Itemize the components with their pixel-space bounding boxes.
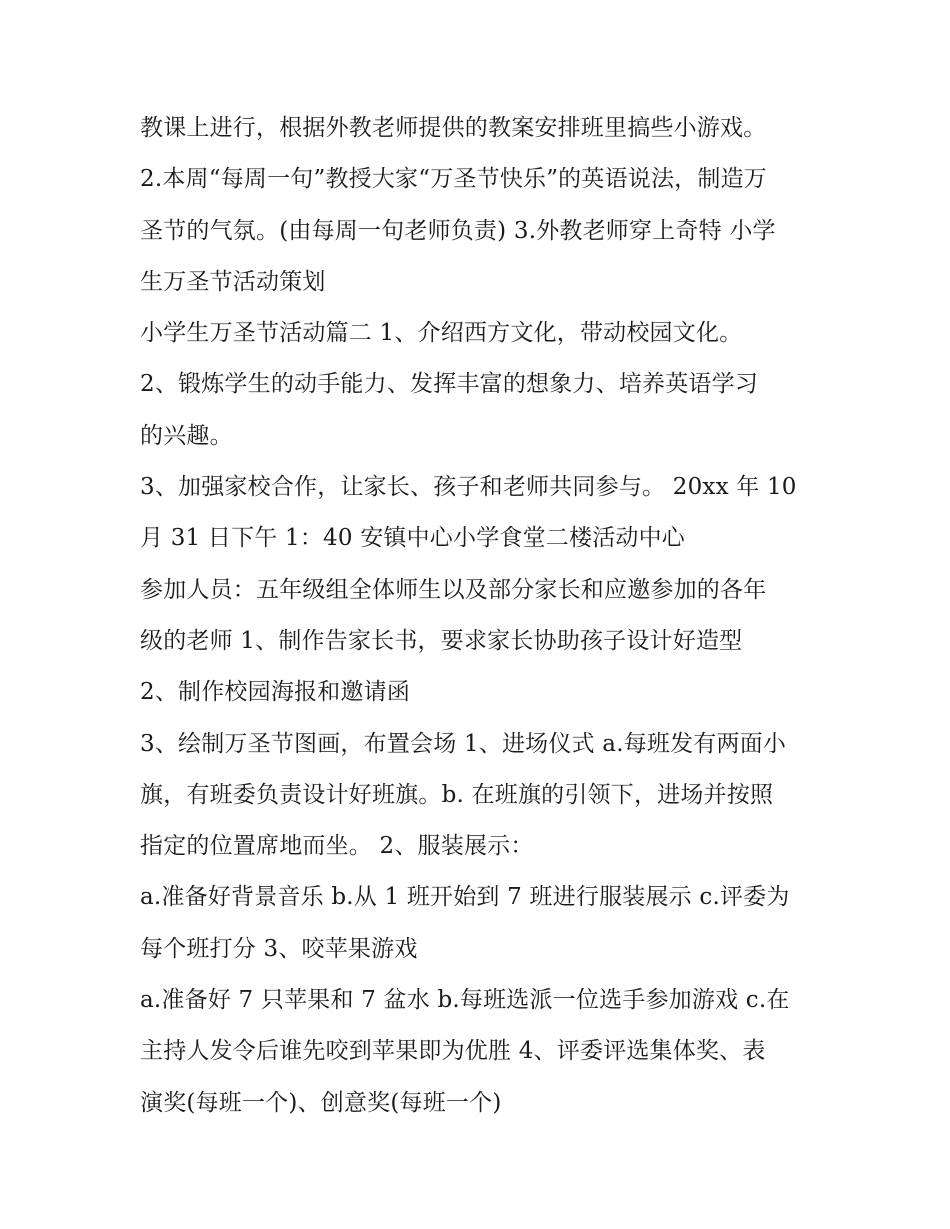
text-line: 小学生万圣节活动篇二 1、介绍西方文化，带动校园文化。 (140, 320, 743, 347)
text-line: 级的老师 1、制作告家长书，要求家长协助孩子设计好造型 (140, 627, 743, 654)
text-line: 参加人员：五年级组全体师生以及部分家长和应邀参加的各年 (140, 576, 767, 603)
text-line: 主持人发令后谁先咬到苹果即为优胜 4、评委评选集体奖、表 (140, 1038, 766, 1065)
text-line: 月 31 日下午 1：40 安镇中心小学食堂二楼活动中心 (140, 525, 686, 552)
text-line: 2.本周“每周一句”教授大家“万圣节快乐”的英语说法，制造万 (140, 166, 767, 193)
text-line: 2、制作校园海报和邀请函 (140, 679, 411, 706)
text-line: 每个班打分 3、咬苹果游戏 (140, 935, 418, 962)
text-line: 2、锻炼学生的动手能力、发挥丰富的想象力、培养英语学习 (140, 371, 759, 398)
text-line: a.准备好 7 只苹果和 7 盆水 b.每班选派一位选手参加游戏 c.在 (140, 987, 790, 1014)
text-line: 生万圣节活动策划 (140, 268, 326, 295)
text-line: 教课上进行，根据外教老师提供的教案安排班里搞些小游戏。 (140, 115, 767, 141)
text-line: 圣节的气氛。(由每周一句老师负责) 3.外教老师穿上奇特 小学 (140, 217, 776, 244)
text-line: 演奖(每班一个)、创意奖(每班一个) (140, 1089, 502, 1116)
text-line: 指定的位置席地而坐。 2、服装展示： (140, 833, 534, 860)
text-line: 3、绘制万圣节图画，布置会场 1、进场仪式 a.每班发有两面小 (140, 730, 787, 757)
document-body (140, 103, 830, 1129)
text-line: a.准备好背景音乐 b.从 1 班开始到 7 班进行服装展示 c.评委为 (140, 884, 790, 911)
text-line: 的兴趣。 (140, 422, 233, 449)
text-line: 旗，有班委负责设计好班旗。b. 在班旗的引领下，进场并按照 (140, 781, 774, 808)
text-line: 3、加强家校合作，让家长、孩子和老师共同参与。 20xx 年 10 (140, 474, 797, 501)
